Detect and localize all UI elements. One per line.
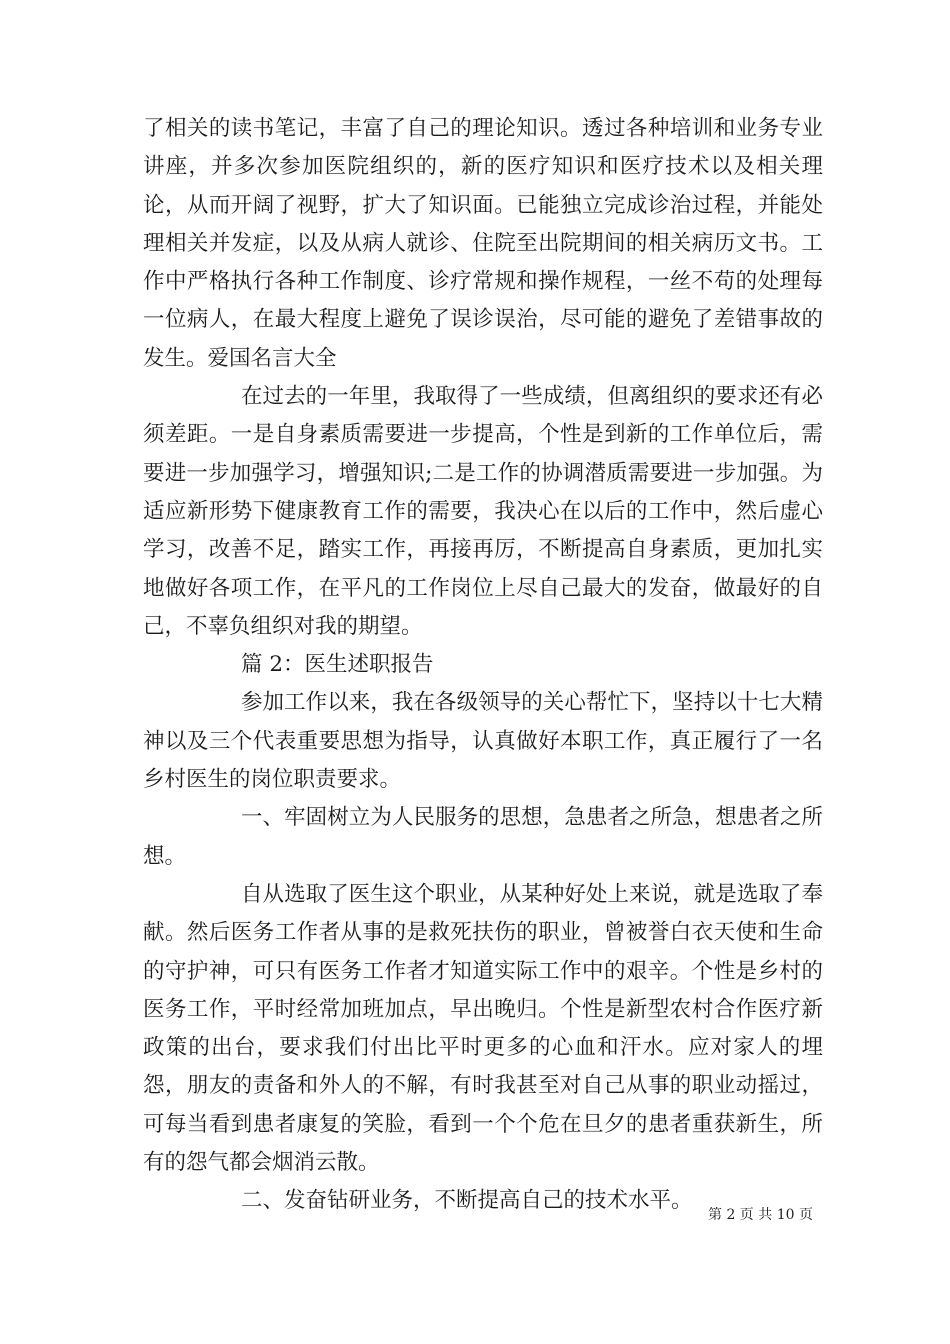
page-number: 第 2 页 共 10 页: [708, 1207, 813, 1223]
paragraph-continued: 了相关的读书笔记，丰富了自己的理论知识。透过各种培训和业务专业讲座，并多次参加医院组织的，新的医疗知识和医疗技术以及相关理论，从而开阔了视野，扩大了知识面。已能独立完成诊治过程，并能处理相关并发症，以及从病人就诊、住院至出院期间的相关病历文书。工作中严格执行各种工作制度、诊疗常规和操作规程，一丝不苟的处理每一位病人，在最大程度上避免了误诊误治，尽可能的避免了差错事故的发生。爱国名言大全: [143, 116, 823, 371]
subheading-two: 二、发奋钻研业务，不断提高自己的技术水平。: [241, 1188, 693, 1214]
subheading-one: 一、牢固树立为人民服务的思想，急患者之所急，想患者之所想。: [143, 805, 823, 869]
section-heading: 篇 2：医生述职报告: [241, 652, 434, 678]
document-body: [143, 110, 823, 1221]
paragraph-intro: 参加工作以来，我在各级领导的关心帮忙下，坚持以十七大精神以及三个代表重要思想为指导，认真做好本职工作，真正履行了一名乡村医生的岗位职责要求。: [143, 690, 823, 793]
paragraph-summary: 在过去的一年里，我取得了一些成绩，但离组织的要求还有必须差距。一是自身素质需要进一步提高，个性是到新的工作单位后，需要进一步加强学习，增强知识;二是工作的协调潜质需要进一步加强。为适应新形势下健康教育工作的需要，我决心在以后的工作中，然后虚心学习，改善不足，踏实工作，再接再厉，不断提高自身素质，更加扎实地做好各项工作，在平凡的工作岗位上尽自己最大的发奋，做最好的自己，不辜负组织对我的期望。: [143, 384, 823, 639]
paragraph-dedication: 自从选取了医生这个职业，从某种好处上来说，就是选取了奉献。然后医务工作者从事的是救死扶伤的职业，曾被誉白衣天使和生命的守护神，可只有医务工作者才知道实际工作中的艰辛。个性是乡村的医务工作，平时经常加班加点，早出晚归。个性是新型农村合作医疗新政策的出台，要求我们付出比平时更多的心血和汗水。应对家人的埋怨，朋友的责备和外人的不解，有时我甚至对自己从事的职业动摇过，可每当看到患者康复的笑脸，看到一个个危在旦夕的患者重获新生，所有的怨气都会烟消云散。: [143, 881, 823, 1176]
